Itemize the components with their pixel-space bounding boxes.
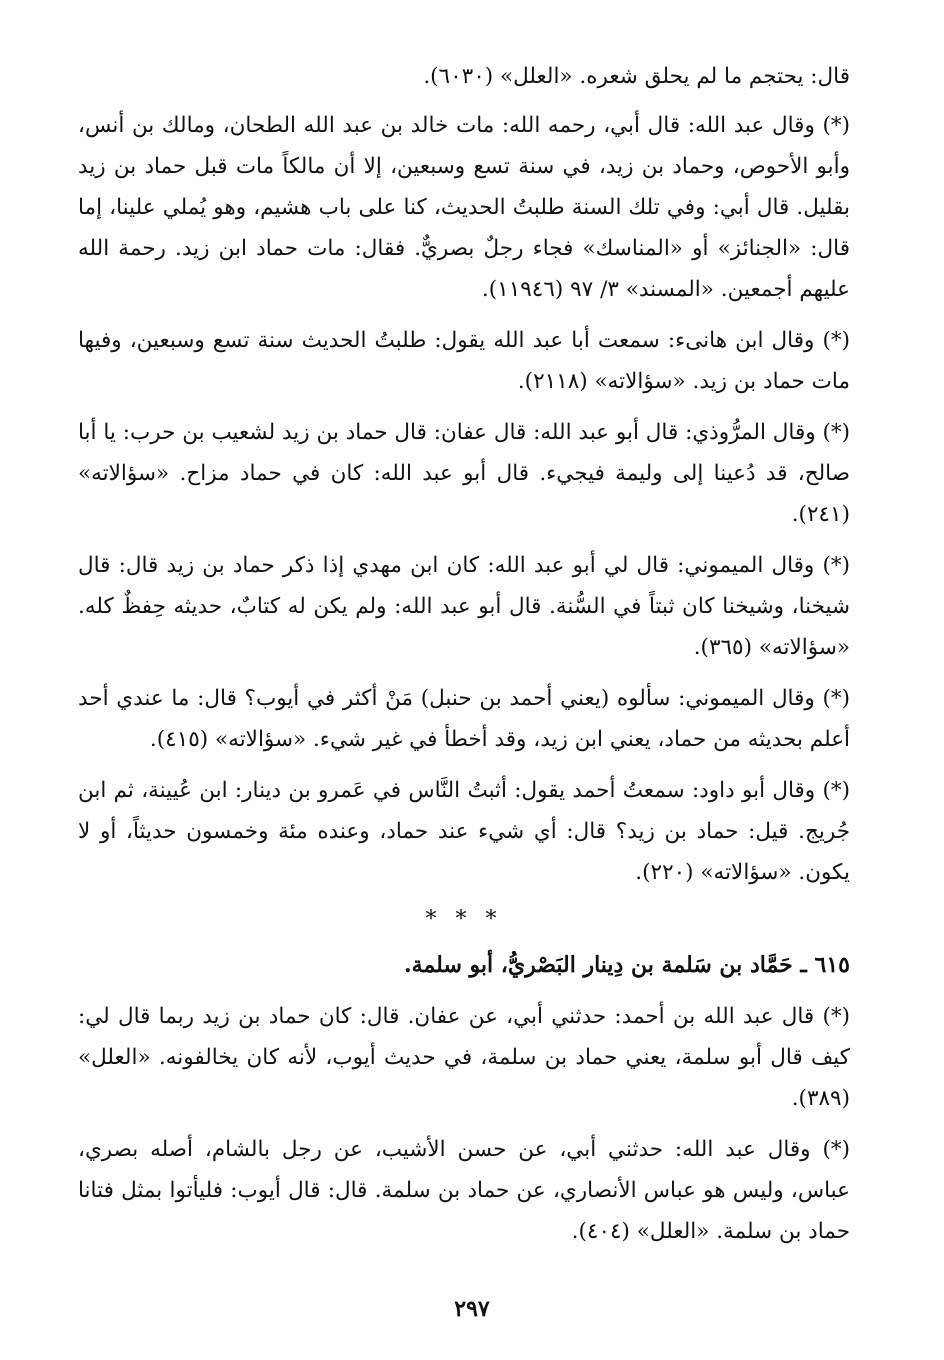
paragraph: (*) قال عبد الله بن أحمد: حدثني أبي، عن عفان. قال: كان حماد بن زيد ربما قال لي: كيف قال أبو سلمة، يعني حماد بن سلمة، في حديث أيوب، لأنه كان يخالفونه. «العلل» (٣٨٩). (78, 1004, 850, 1111)
paragraph: (*) وقال أبو داود: سمعتُ أحمد يقول: أثبتُ النَّاس في عَمرو بن دينار: ابن عُيينة، ثم ابن جُريج. قيل: حماد بن زيد؟ قال: أي شيء عند حماد، وعنده مئة وخمسون حديثاً، أو لا يكون. «سؤالاته» (٢٢٠). (78, 778, 850, 885)
paragraph: (*) وقال ابن هانىء: سمعت أبا عبد الله يقول: طلبتُ الحديث سنة تسع وسبعين، وفيها مات حماد بن زيد. «سؤالاته» (٢١١٨). (78, 328, 850, 394)
entry-heading: ٦١٥ ـ حَمَّاد بن سَلمة بن دِينار البَصْريُّ، أبو سلمة. (404, 952, 850, 978)
page-body (78, 56, 850, 1262)
paragraph: (*) وقال عبد الله: حدثني أبي، عن حسن الأشيب، عن رجل بالشام، أصله بصري، عباس، وليس هو عباس الأنصاري، عن حماد بن سلمة. قال: قال أيوب: فليأتوا بمثل فتانا حماد بن سلمة. «العلل» (٤٠٤). (78, 1137, 850, 1244)
paragraph: (*) وقال الميموني: سألوه (يعني أحمد بن حنبل) مَنْ أكثر في أيوب؟ قال: ما عندي أحد أعلم بحديثه من حماد، يعني ابن زيد، وقد أخطأ في غير شيء. «سؤالاته» (٤١٥). (78, 686, 850, 752)
paragraph: (*) وقال الميموني: قال لي أبو عبد الله: كان ابن مهدي إذا ذكر حماد بن زيد قال: قال شيخنا، وشيخنا كان ثبتاً في السُّنة. قال أبو عبد الله: ولم يكن له كتابٌ، حديثه حِفظٌ كله. «سؤالاته» (٣٦٥). (78, 553, 850, 660)
paragraph: (*) وقال المرُّوذي: قال أبو عبد الله: قال عفان: قال حماد بن زيد لشعيب بن حرب: يا أبا صالح، قد دُعينا إلى وليمة فيجيء. قال أبو عبد الله: كان في حماد مزاح. «سؤالاته» (٢٤١). (78, 420, 850, 527)
section-separator: * * * (425, 907, 503, 932)
paragraph: قال: يحتجم ما لم يحلق شعره. «العلل» (٦٠٣٠). (423, 64, 850, 89)
paragraph: (*) وقال عبد الله: قال أبي، رحمه الله: مات خالد بن عبد الله الطحان، ومالك بن أنس، وأبو الأحوص، وحماد بن زيد، في سنة تسع وسبعين، إلا أن مالكاً مات قبل حماد بن زيد بقليل. قال أبي: وفي تلك السنة طلبتُ الحديث، كنا على باب هشيم، وهو يُملي علينا، إما قال: «الجنائز» أو «المناسك» فجاء رجلٌ بصريٌّ. فقال: مات حماد ابن زيد. رحمة الله عليهم أجمعين. «المسند» ٣/ ٩٧ (١١٩٤٦). (78, 113, 850, 302)
page-number: ٢٩٧ (454, 1296, 490, 1322)
